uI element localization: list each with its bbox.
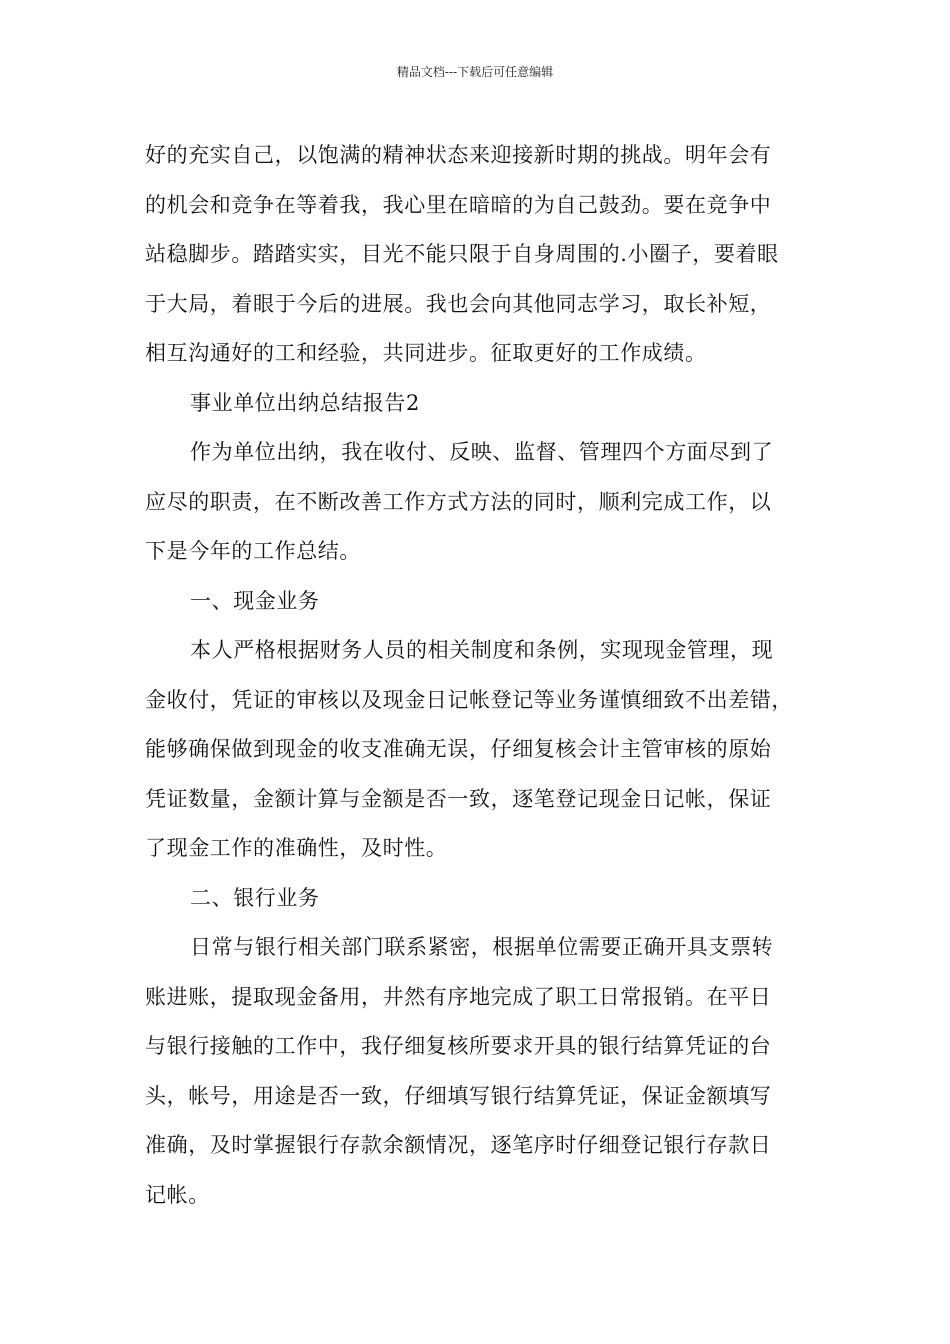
- section-heading: 一、现金业务: [190, 588, 320, 613]
- text-line: 本人严格根据财务人员的相关制度和条例，实现现金管理，现: [190, 638, 774, 662]
- text-line: 头，帐号，用途是否一致，仔细填写银行结算凭证，保证金额填写: [145, 1083, 772, 1108]
- text-line: 好的充实自己，以饱满的精神状态来迎接新时期的挑战。明年会有: [145, 143, 772, 167]
- text-line: 金收付，凭证的审核以及现金日记帐登记等业务谨慎细致不出差错，: [145, 687, 793, 712]
- text-line: 准确，及时掌握银行存款余额情况，逐笔序时仔细登记银行存款日: [145, 1133, 772, 1157]
- text-line: 于大局，着眼于今后的进展。我也会向其他同志学习，取长补短，: [145, 291, 772, 316]
- text-line: 与银行接触的工作中，我仔细复核所要求开具的银行结算凭证的台: [145, 1034, 772, 1058]
- text-line: 站稳脚步。踏踏实实，目光不能只限于自身周围的.小圈子，要着眼: [145, 242, 779, 266]
- page-header: 精品文档---下载后可任意编辑: [396, 65, 554, 79]
- text-line: 能够确保做到现金的收支准确无误，仔细复核会计主管审核的原始: [145, 737, 772, 761]
- section-title: 事业单位出纳总结报告2: [190, 390, 420, 415]
- text-line: 作为单位出纳，我在收付、反映、监督、管理四个方面尽到了: [190, 440, 774, 464]
- text-line: 记帐。: [145, 1182, 210, 1207]
- text-line: 的机会和竞争在等着我，我心里在暗暗的为自己鼓劲。要在竞争中: [145, 192, 772, 217]
- text-line: 应尽的职责，在不断改善工作方式方法的同时，顺利完成工作，以: [145, 489, 772, 514]
- text-line: 日常与银行相关部门联系紧密，根据单位需要正确开具支票转: [190, 935, 774, 959]
- text-line: 相互沟通好的工和经验，共同进步。征取更好的工作成绩。: [145, 341, 707, 365]
- document-body: [145, 131, 835, 1220]
- text-line: 账进账，提取现金备用，井然有序地完成了职工日常报销。在平日: [145, 984, 772, 1009]
- section-heading: 二、银行业务: [190, 885, 320, 910]
- text-line: 了现金工作的准确性，及时性。: [145, 836, 448, 860]
- text-line: 凭证数量，金额计算与金额是否一致，逐笔登记现金日记帐，保证: [145, 786, 772, 811]
- text-line: 下是今年的工作总结。: [145, 539, 361, 563]
